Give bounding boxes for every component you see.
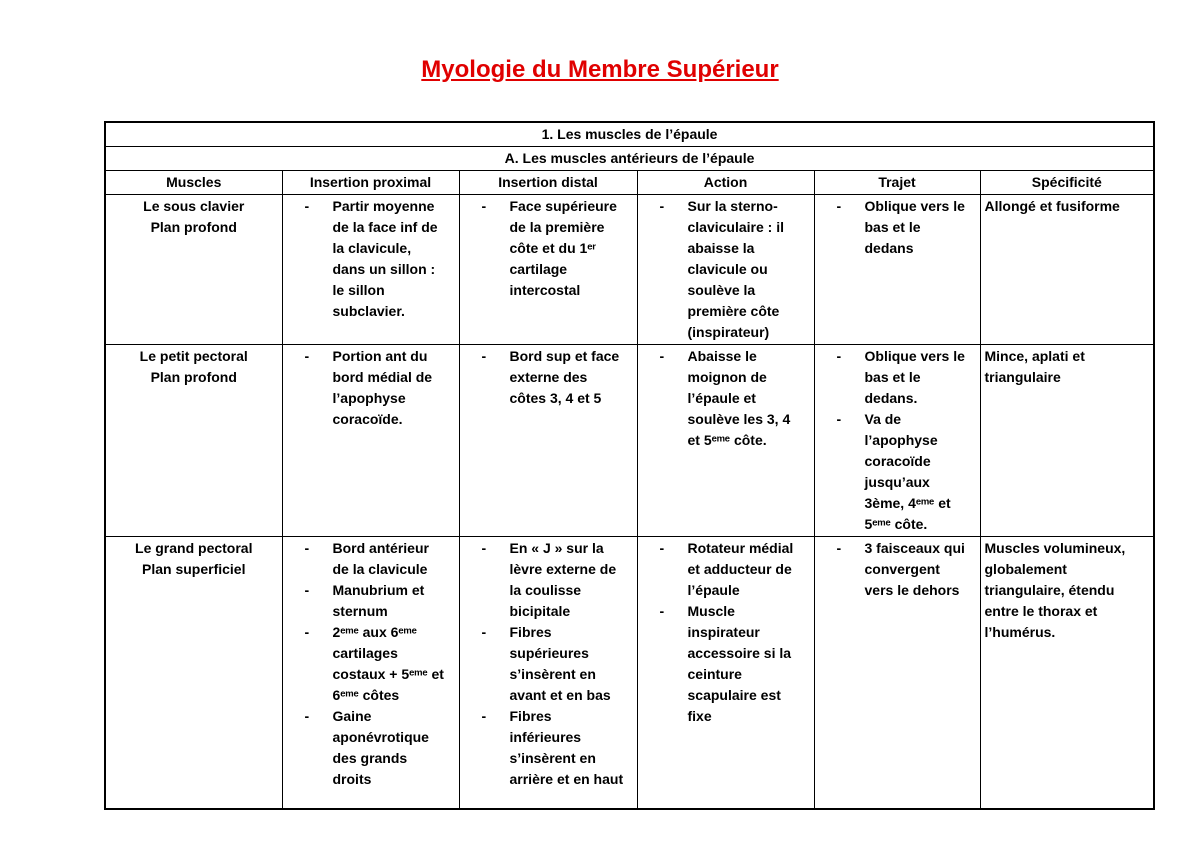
column-header-specificite: Spécificité [980, 171, 1154, 195]
column-header-action: Action [637, 171, 814, 195]
muscle-name: Le grand pectoral [135, 540, 253, 556]
list-item: - Sur la sterno-claviculaire : il abaisse la clavicule ou soulève la première côte (inspirateur) [642, 196, 810, 343]
list-item: - Bord sup et face externe des côtes 3, 4 et 5 [464, 346, 633, 409]
muscle-plan: Plan superficiel [142, 561, 246, 577]
column-header-distal: Insertion distal [459, 171, 637, 195]
distal-cell [459, 195, 637, 345]
specificite-cell: Mince, aplati et triangulaire [980, 345, 1154, 537]
trajet-cell [814, 537, 980, 809]
list-item: - Fibres supérieures s’insèrent en avant et en bas [464, 622, 633, 706]
list-item: - Oblique vers le bas et le dedans [819, 196, 976, 259]
list-item: - Partir moyenne de la face inf de la clavicule, dans un sillon : le sillon subclavier. [287, 196, 455, 322]
muscle-cell [105, 537, 282, 809]
proximal-cell [282, 195, 459, 345]
table-row [105, 345, 1154, 537]
specificite-cell: Allongé et fusiforme [980, 195, 1154, 345]
action-cell [637, 345, 814, 537]
section-row [105, 122, 1154, 147]
table-row [105, 195, 1154, 345]
distal-cell [459, 537, 637, 809]
list-item: - Oblique vers le bas et le dedans. [819, 346, 976, 409]
proximal-cell [282, 345, 459, 537]
subsection-row [105, 147, 1154, 171]
list-item: - Abaisse le moignon de l’épaule et soulève les 3, 4 et 5ᵉᵐᵉ côte. [642, 346, 810, 451]
list-item: - Manubrium et sternum [287, 580, 455, 622]
action-cell [637, 537, 814, 809]
column-header-muscles: Muscles [105, 171, 282, 195]
list-item: - Gaine aponévrotique des grands droits [287, 706, 455, 790]
action-cell [637, 195, 814, 345]
proximal-cell [282, 537, 459, 809]
muscle-plan: Plan profond [150, 219, 237, 235]
list-item: - Va de l’apophyse coracoïde jusqu’aux 3ème, 4ᵉᵐᵉ et 5ᵉᵐᵉ côte. [819, 409, 976, 535]
table-row [105, 537, 1154, 809]
distal-cell [459, 345, 637, 537]
document-title: Myologie du Membre Supérieur [421, 56, 779, 83]
muscle-table [104, 121, 1155, 810]
muscle-name: Le petit pectoral [139, 348, 248, 364]
list-item: - Fibres inférieures s’insèrent en arrière et en haut [464, 706, 633, 790]
column-header-proximal: Insertion proximal [282, 171, 459, 195]
trajet-cell [814, 345, 980, 537]
column-header-trajet: Trajet [814, 171, 980, 195]
trajet-cell [814, 195, 980, 345]
muscle-cell [105, 195, 282, 345]
muscle-cell [105, 345, 282, 537]
list-item: - Bord antérieur de la clavicule [287, 538, 455, 580]
list-item: - Portion ant du bord médial de l’apophyse coracoïde. [287, 346, 455, 430]
muscle-name: Le sous clavier [143, 198, 245, 214]
list-item: - Rotateur médial et adducteur de l’épaule [642, 538, 810, 601]
list-item: - Face supérieure de la première côte et du 1ᵉʳ cartilage intercostal [464, 196, 633, 301]
specificite-cell: Muscles volumineux, globalement triangulaire, étendu entre le thorax et l’humérus. [980, 537, 1154, 809]
subsection-title: A. Les muscles antérieurs de l’épaule [105, 147, 1154, 171]
section-title: 1. Les muscles de l’épaule [105, 122, 1154, 147]
list-item: - Muscle inspirateur accessoire si la ceinture scapulaire est fixe [642, 601, 810, 727]
list-item: - En « J » sur la lèvre externe de la coulisse bicipitale [464, 538, 633, 622]
header-row [105, 171, 1154, 195]
muscle-plan: Plan profond [150, 369, 237, 385]
list-item: - 2ᵉᵐᵉ aux 6ᵉᵐᵉ cartilages costaux + 5ᵉᵐᵉ et 6ᵉᵐᵉ côtes [287, 622, 455, 706]
list-item: - 3 faisceaux qui convergent vers le dehors [819, 538, 976, 601]
